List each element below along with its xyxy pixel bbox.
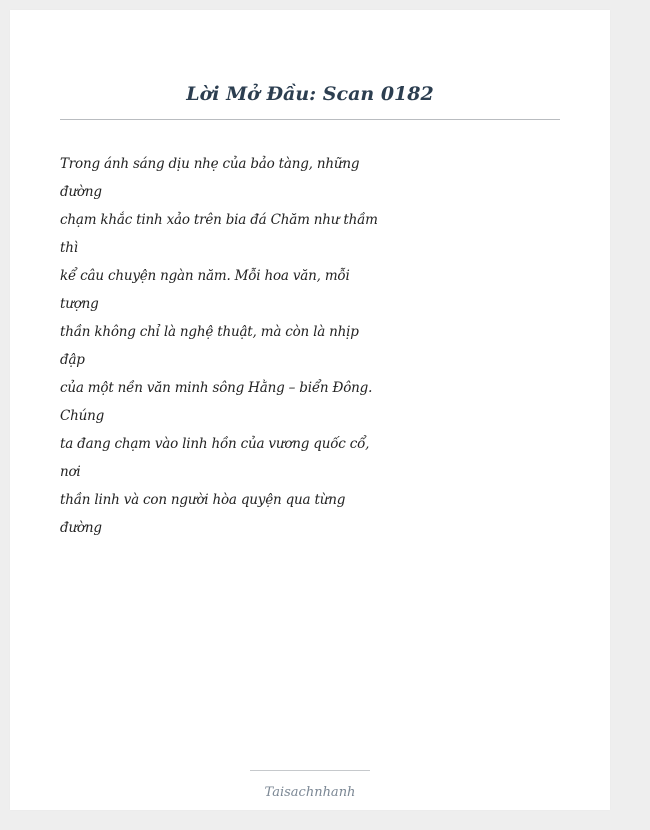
body-line: đường xyxy=(60,520,102,536)
footer-source: Taisachnhanh xyxy=(264,785,356,800)
footer-divider xyxy=(250,770,370,771)
document-page xyxy=(10,10,610,810)
body-line: của một nền văn minh sông Hằng – biển Đông. xyxy=(60,380,373,396)
body-line: chạm khắc tinh xảo trên bia đá Chăm như thầm xyxy=(60,212,378,228)
body-line: thần linh và con người hòa quyện qua từng xyxy=(60,492,346,508)
body-line: Trong ánh sáng dịu nhẹ của bảo tàng, những xyxy=(60,156,360,172)
body-line: kể câu chuyện ngàn năm. Mỗi hoa văn, mỗi xyxy=(60,268,350,284)
body-line: nơi xyxy=(60,464,81,480)
body-paragraph xyxy=(60,150,378,542)
body-line: tượng xyxy=(60,296,99,312)
body-line: thì xyxy=(60,240,78,256)
body-line: ta đang chạm vào linh hồn của vương quốc cổ, xyxy=(60,436,370,452)
document-title: Lời Mở Đầu: Scan 0182 xyxy=(186,83,434,105)
title-divider xyxy=(60,119,560,120)
body-line: đường xyxy=(60,184,102,200)
body-line: thần không chỉ là nghệ thuật, mà còn là nhịp xyxy=(60,324,359,340)
body-line: đập xyxy=(60,352,85,368)
body-line: Chúng xyxy=(60,408,105,424)
